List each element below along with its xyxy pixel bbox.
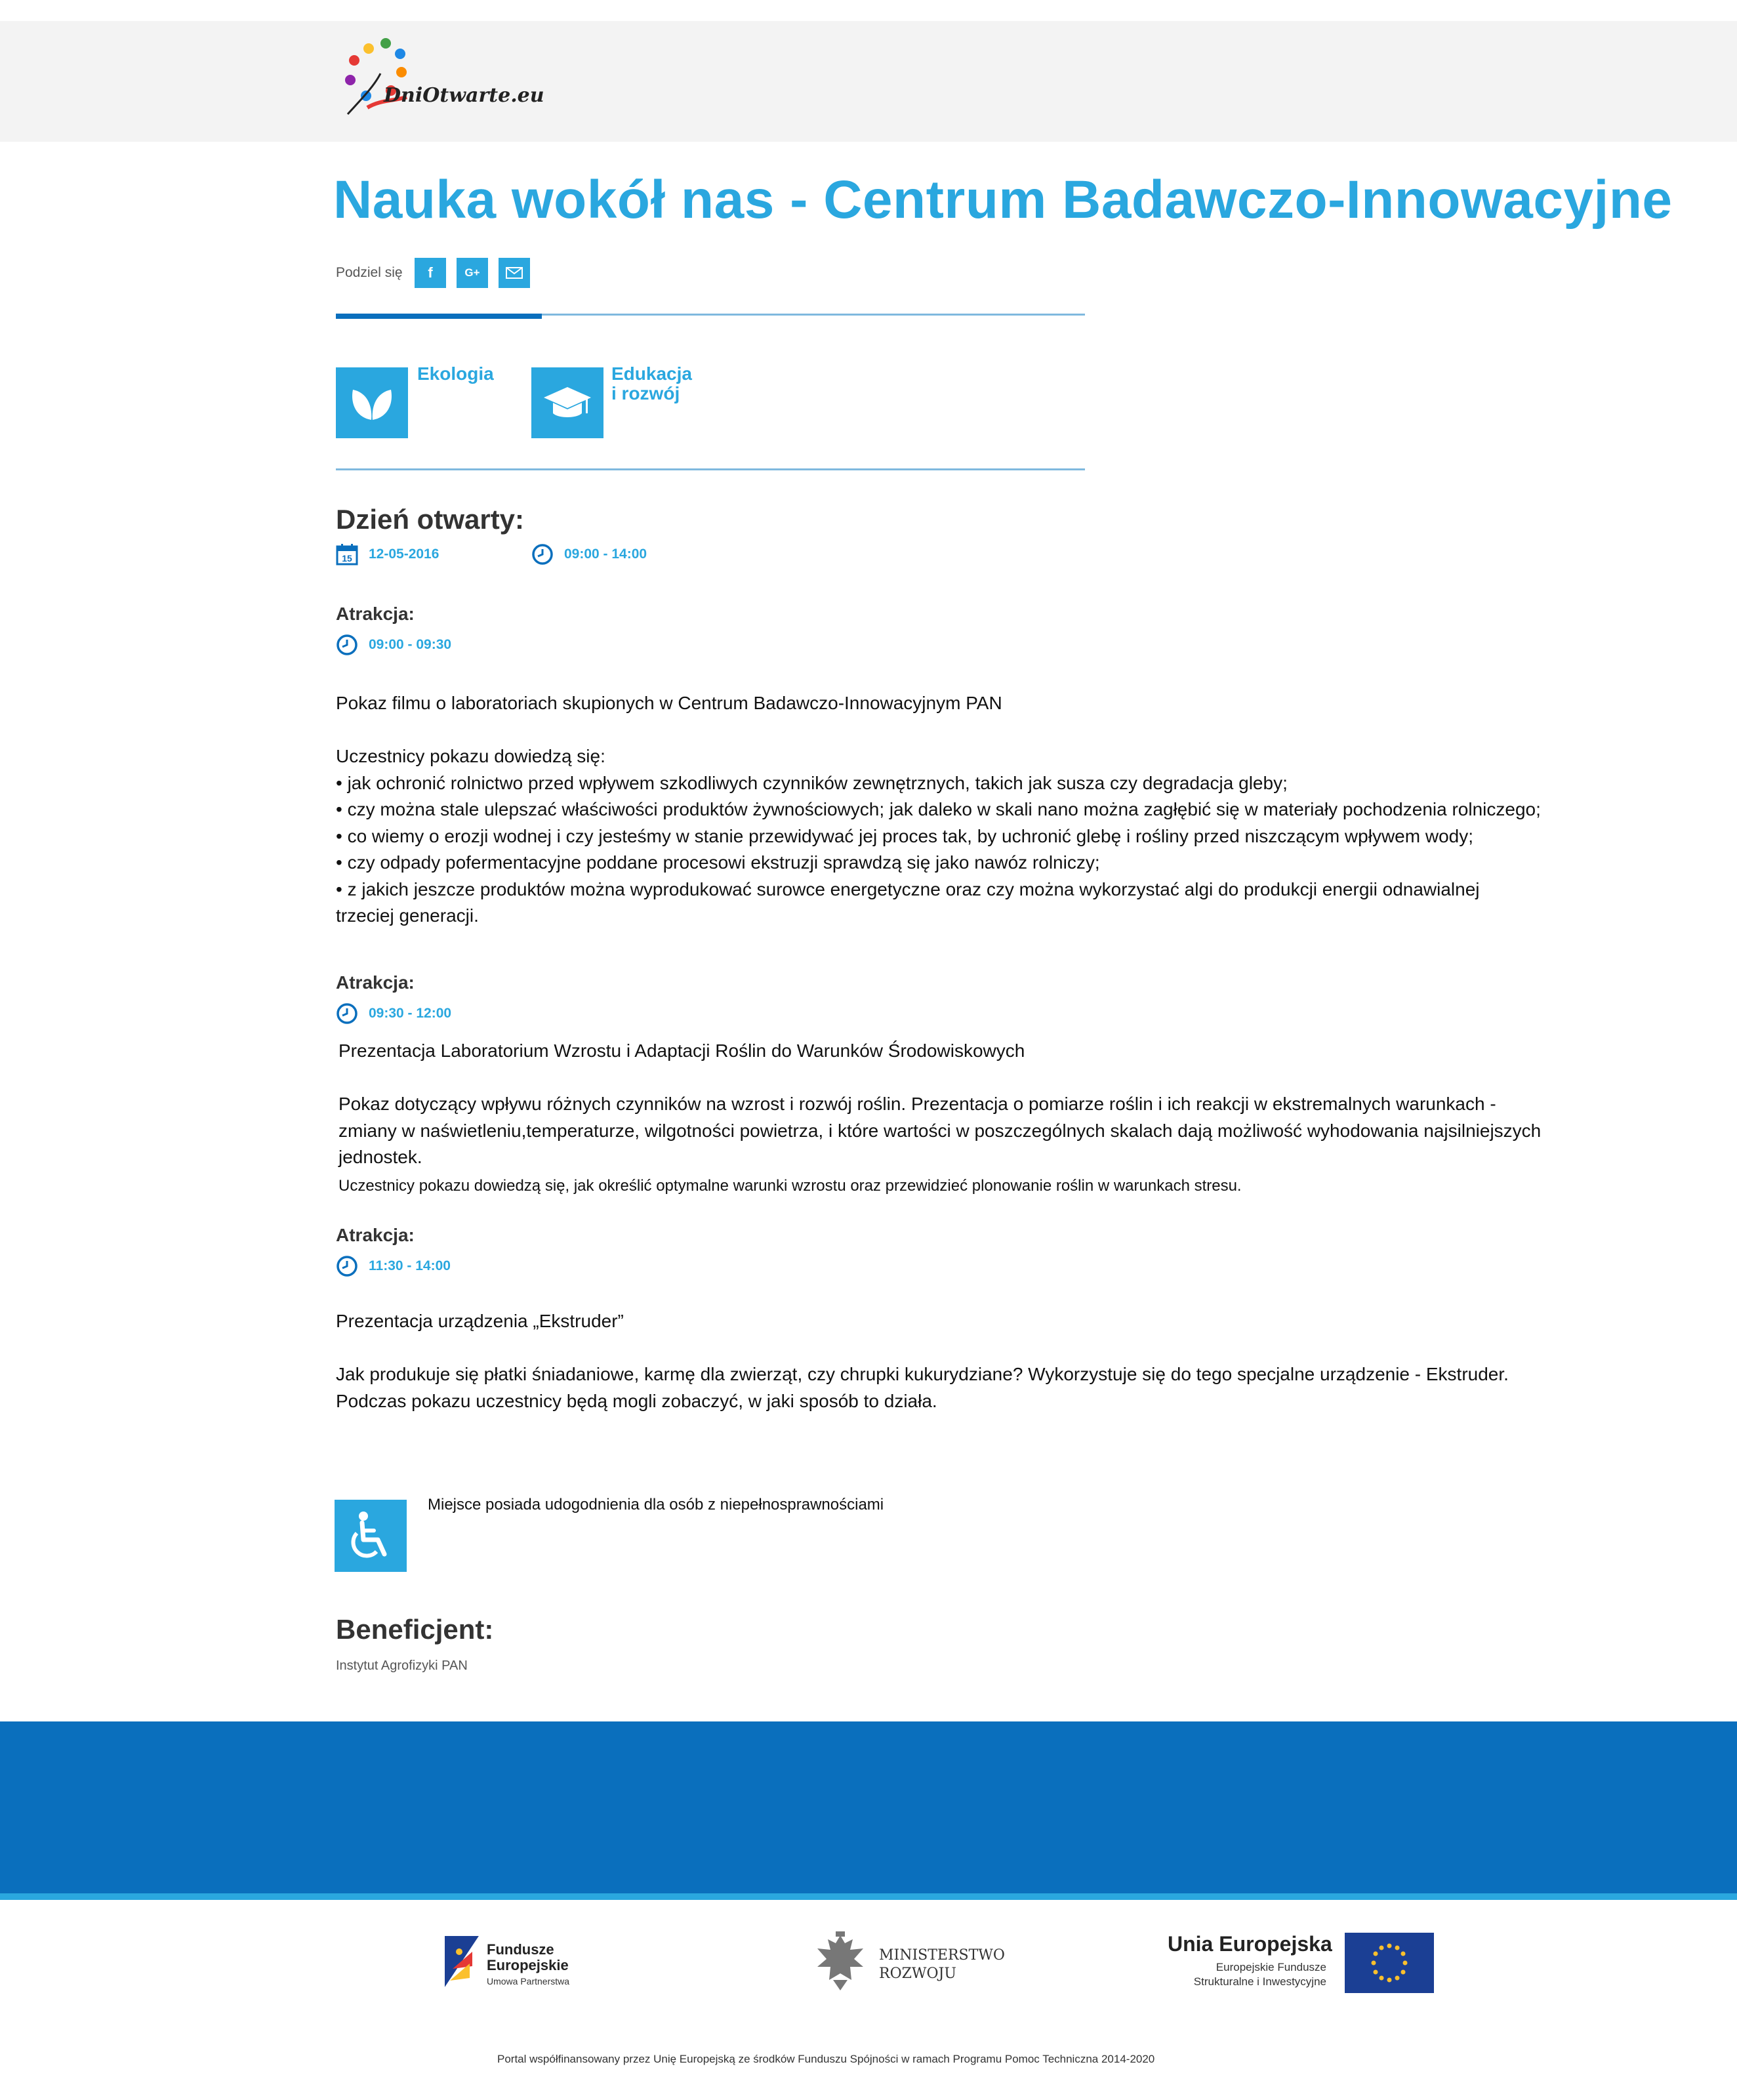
facebook-icon: f: [428, 264, 433, 281]
attraction-3-time: 11:30 - 14:00: [336, 1255, 451, 1277]
mail-icon: [506, 267, 523, 279]
open-day-heading: Dzień otwarty:: [336, 504, 525, 535]
footer-strip: [0, 1893, 1737, 1900]
leaves-icon: [349, 383, 395, 422]
category-ekologia-label[interactable]: Ekologia: [417, 363, 494, 384]
ministerstwo-rozwoju-logo[interactable]: MINISTERSTWO ROZWOJU: [879, 1947, 1005, 1982]
clock-icon: [336, 1002, 358, 1025]
attraction-2-note: Uczestnicy pokazu dowiedzą się, jak określić optymalne warunki wzrostu oraz przewidzieć plonowanie roślin w warunkach stresu.: [338, 1177, 1242, 1195]
calendar-icon: [336, 543, 358, 566]
attraction-1-time: 09:00 - 09:30: [336, 634, 451, 656]
google-plus-share-button[interactable]: [457, 258, 488, 288]
site-header: [0, 0, 1737, 142]
footer-cofinancing-note: Portal współfinansowany przez Unię Europejską ze środków Funduszu Spójności w ramach Programu Pomoc Techniczna 2014-2020: [497, 2053, 1155, 2065]
eu-flag-icon[interactable]: [1345, 1933, 1434, 1993]
accessibility-tile: [335, 1500, 407, 1572]
divider-accent: [336, 314, 542, 319]
category-edukacja-label[interactable]: Edukacja i rozwój: [611, 363, 692, 403]
google-plus-icon: G+: [464, 266, 480, 279]
attraction-1-description: Pokaz filmu o laboratoriach skupionych w Centrum Badawczo-Innowacyjnym PAN Uczestnicy pokazu dowiedzą się: • jak ochronić rolnictwo przed wpływem szkodliwych czynników zewnętrznych, takich jak susza czy degradacja gleby; • czy można stale ulepszać właściwości produktów żywnościowych; jak daleko w skali nano można zagłębić się w materiały pochodzenia rolniczego; • co wiemy o erozji wodnej i czy jesteśmy w stanie przewidywać jej proces tak, by uchronić glebę i rośliny przed niszczącym wpływem wody; • czy odpady pofermentacyjne poddane procesowi ekstruzji sprawdzą się jako nawóz rolniczy; • z jakich jeszcze produktów można wyprodukować surowce energetyczne oraz czy można wykorzystać algi do produkcji energii odnawialnej trzeciej generacji.: [336, 693, 1541, 926]
accessibility-text: Miejsce posiada udogodnienia dla osób z niepełnosprawnościami: [428, 1496, 884, 1513]
share-label: Podziel się: [336, 265, 403, 280]
svg-text:15: 15: [342, 553, 352, 564]
open-day-date: 15 12-05-2016: [336, 543, 439, 566]
clock-icon: [336, 1255, 358, 1277]
mail-share-button[interactable]: [499, 258, 530, 288]
footer-band: [0, 1721, 1737, 1897]
fundusze-title: Fundusze Europejskie: [487, 1941, 569, 1973]
eu-subtitle: Europejskie Fundusze Strukturalne i Inwestycyjne: [1193, 1961, 1326, 1988]
category-ekologia-tile[interactable]: [336, 367, 408, 438]
fundusze-subtitle: Umowa Partnerstwa: [487, 1976, 570, 1987]
clock-icon: [336, 634, 358, 656]
attraction-3-description: Prezentacja urządzenia „Ekstruder” Jak produkuje się płatki śniadaniowe, karmę dla zwierząt, czy chrupki kukurydziane? Wykorzystuje się do tego specjalne urządzenie - Ekstruder. Podczas pokazu uczestnicy będą mogli zobaczyć, w jaki sposób to działa.: [336, 1311, 1509, 1411]
polish-eagle-icon: [811, 1930, 870, 1993]
page-title: Nauka wokół nas - Centrum Badawczo-Innowacyjne: [333, 170, 1673, 230]
attraction-1-heading: Atrakcja:: [336, 604, 415, 624]
graduation-cap-icon: [542, 384, 592, 421]
attraction-2-time: 09:30 - 12:00: [336, 1002, 451, 1025]
beneficiary-value: Instytut Agrofizyki PAN: [336, 1658, 468, 1673]
attraction-2-heading: Atrakcja:: [336, 972, 415, 993]
clock-icon: [531, 543, 554, 566]
attraction-2-description: Prezentacja Laboratorium Wzrostu i Adaptacji Roślin do Warunków Środowiskowych Pokaz dotyczący wpływu różnych czynników na wzrost i rozwój roślin. Prezentacja o pomiarze roślin i ich reakcji w ekstremalnych warunkach - zmiany w naświetleniu,temperaturze, wilgotności powietrza, i które wartości w poszczególnych skalach dają możliwość wyhodowania najsilniejszych jednostek.: [338, 1040, 1542, 1167]
category-edukacja-tile[interactable]: [531, 367, 603, 438]
eu-title: Unia Europejska: [1168, 1932, 1332, 1956]
logo-text: DniOtwarte.eu: [384, 84, 544, 107]
open-day-hours: 09:00 - 14:00: [531, 543, 647, 566]
attraction-3-heading: Atrakcja:: [336, 1225, 415, 1245]
facebook-share-button[interactable]: [415, 258, 446, 288]
beneficiary-heading: Beneficjent:: [336, 1614, 494, 1645]
divider-bottom: [336, 468, 1085, 470]
wheelchair-icon: [348, 1511, 394, 1561]
